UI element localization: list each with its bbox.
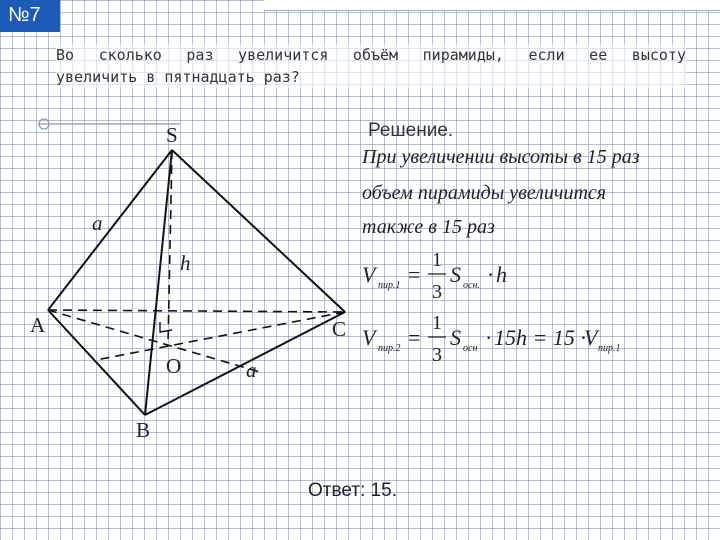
question-line-2: увеличить в пятнадцать раз? [56, 68, 300, 86]
f2-V: V [362, 325, 376, 350]
f2-V2-sub: пир.1 [598, 343, 621, 354]
f2-V-sub: пир.2 [378, 343, 401, 354]
label-O: O [166, 354, 182, 378]
label-C: C [332, 317, 347, 341]
solution-line-2: объем пирамиды увеличится [362, 182, 607, 204]
f1-S: S [450, 262, 461, 287]
label-a-base: a [246, 358, 257, 382]
f1-den: 3 [432, 281, 442, 303]
f1-num: 1 [432, 249, 442, 271]
f1-V: V [362, 262, 376, 287]
f2-num: 1 [432, 312, 442, 334]
label-B: B [136, 418, 151, 442]
label-S: S [166, 123, 178, 147]
f2-eq: = [408, 325, 421, 350]
f1-eq: = [408, 262, 421, 287]
f2-S-sub: осн [463, 343, 478, 354]
question-line-1: Во сколько раз увеличится объём пирамиды, если ее высоту [56, 46, 686, 64]
label-a-edge: a [92, 211, 103, 235]
f2-mid: 15h = 15 · [494, 325, 586, 350]
solution-heading: Решение. [368, 120, 454, 141]
f2-V2: V [584, 325, 598, 350]
label-h: h [180, 251, 191, 275]
answer-text: Ответ: 15. [308, 480, 397, 501]
solution-line-3: также в 15 раз [362, 216, 495, 238]
f2-den: 3 [432, 344, 442, 366]
label-A: A [30, 313, 46, 337]
f1-V-sub: пир.1 [378, 280, 401, 291]
f2-dot: · [485, 325, 493, 350]
solution-line-1: При увеличении высоты в 15 раз [362, 146, 640, 168]
f2-S: S [450, 325, 461, 350]
f1-h: h [496, 262, 507, 287]
f1-dot: · [487, 262, 495, 287]
slide-number: №7 [8, 4, 41, 26]
f1-S-sub: осн. [463, 280, 480, 291]
